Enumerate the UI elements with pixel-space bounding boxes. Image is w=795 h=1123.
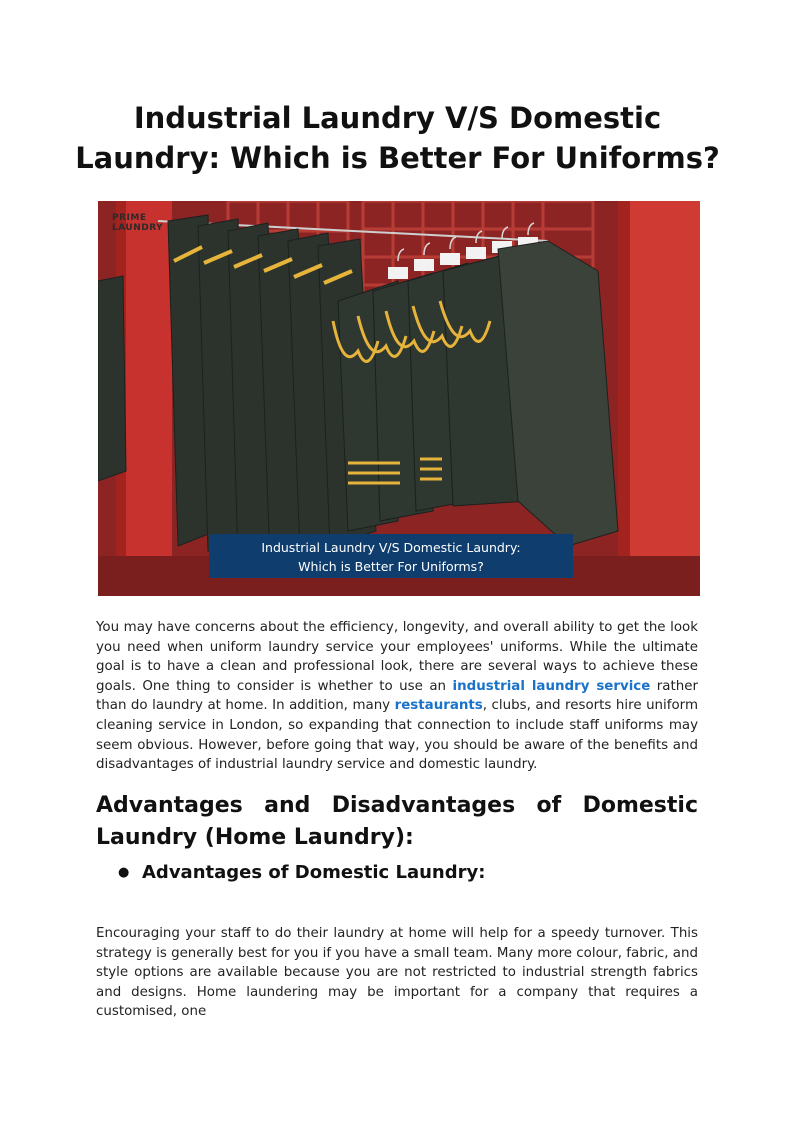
bullet-icon: ● (118, 865, 130, 880)
industrial-laundry-link[interactable]: industrial laundry service (452, 678, 651, 694)
logo-line1: PRIME (112, 213, 147, 223)
intro-text-3: , clubs, and resorts hire uniform cleaning service in London, so expanding that connection to include staff uniforms may seem obvious. However, before going that way, you should be aware of the benefits and disadvantages of industrial laundry service and domestic laundry. (96, 698, 698, 773)
intro-text-2: rather than do laundry at home. In addition, many (96, 678, 698, 714)
body-paragraph: Encouraging your staff to do their laundry at home will help for a speedy turnover. This strategy is generally best for you if you have a small team. Many more colour, fabric, and style options are available because you are not restricted to industrial strength fabrics and designs. Home laundering may be important for a company that requires a customised, one (96, 926, 698, 1020)
section-heading: Advantages and Disadvantages of Domestic Laundry (Home Laundry): (96, 793, 698, 850)
subheading-text: Advantages of Domestic Laundry: (142, 862, 486, 883)
restaurants-link[interactable]: restaurants (394, 698, 483, 714)
image-banner (209, 534, 573, 578)
intro-paragraph (96, 618, 698, 775)
subheading (118, 860, 485, 886)
intro-text-1: You may have concerns about the efficiency, longevity, and overall ability to get the look you need when uniform laundry service your employees' uniforms. While the ultimate goal is to have a clean and professional look, there are several ways to achieve these goals. One thing to consider is whether to use an (96, 620, 698, 694)
logo-line2: LAUNDRY (112, 223, 164, 233)
banner-line2: Which is Better For Uniforms? (298, 559, 484, 574)
banner-line1: Industrial Laundry V/S Domestic Laundry: (261, 540, 521, 555)
page-title: Industrial Laundry V/S Domestic Laundry: Which is Better For Uniforms? (75, 101, 720, 175)
red-pillar-right (618, 201, 700, 596)
hero-image (98, 201, 700, 596)
brand-logo (100, 213, 163, 233)
